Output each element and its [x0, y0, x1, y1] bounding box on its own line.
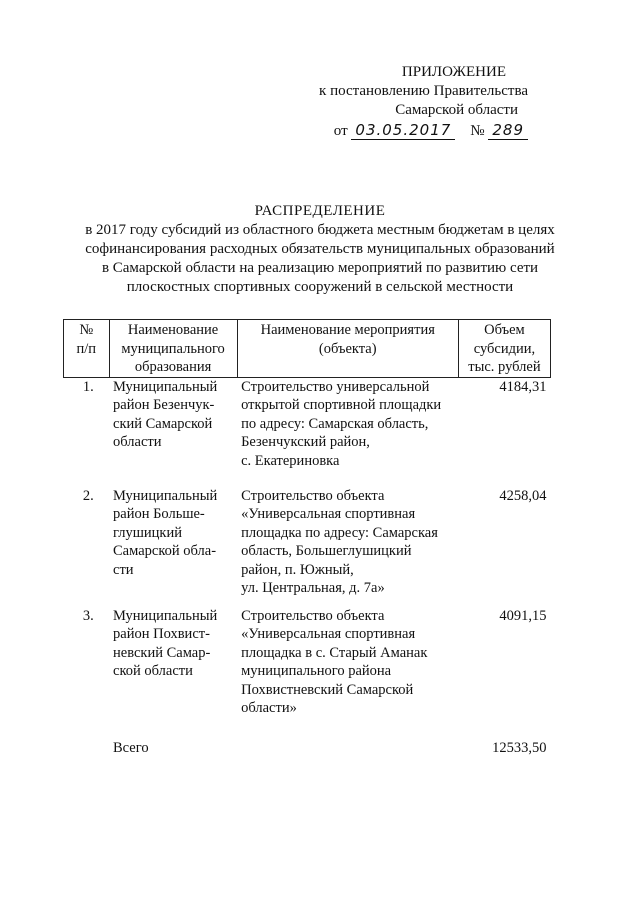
- table-row: [64, 377, 551, 487]
- row-municipality: Муниципальный район Похвист- невский Самар- ской области: [113, 607, 218, 679]
- row-number: 1.: [82, 378, 94, 395]
- document-heading: [40, 202, 600, 297]
- heading-line: в Самарской области на реализацию мероприятий по развитию сети: [101, 260, 539, 276]
- row-number: 3.: [82, 607, 94, 624]
- row-amount: 4258,04: [499, 487, 547, 504]
- header-municipality: Наименование муниципального образования: [109, 320, 237, 378]
- appendix-title: ПРИЛОЖЕНИЕ: [401, 64, 506, 80]
- appendix-region-line: Самарской области: [395, 102, 518, 118]
- heading-title: РАСПРЕДЕЛЕНИЕ: [254, 203, 386, 219]
- table-header-row: [64, 320, 551, 378]
- row-project: Строительство объекта «Универсальная спортивная площадка в с. Старый Аманак муниципального района Похвистневский Самарской области»: [241, 607, 428, 716]
- table-row: [64, 607, 551, 737]
- heading-line: в 2017 году субсидий из областного бюджета местным бюджетам в целях: [85, 222, 555, 238]
- total-amount: 12533,50: [492, 739, 547, 756]
- distribution-table: [63, 319, 551, 757]
- row-number: 2.: [82, 487, 94, 504]
- table-row: [64, 487, 551, 607]
- row-municipality: Муниципальный район Безенчук- ский Самарской области: [113, 378, 218, 450]
- header-project: Наименование мероприятия (объекта): [237, 320, 458, 378]
- row-municipality: Муниципальный район Больше- глушицкий Самарской обла- сти: [113, 487, 218, 578]
- heading-line: софинансирования расходных обязательств муниципальных образований: [85, 241, 555, 257]
- row-project: Строительство универсальной открытой спортивной площадки по адресу: Самарская область, Безенчукский район, с. Екатериновка: [241, 378, 442, 469]
- number-label: №: [470, 123, 485, 139]
- row-amount: 4091,15: [499, 607, 547, 624]
- row-amount: 4184,31: [499, 378, 547, 395]
- header-number: № п/п: [64, 320, 110, 378]
- appendix-resolution-line: к постановлению Правительства: [319, 83, 528, 99]
- appendix-block: [268, 63, 528, 141]
- heading-line: плоскостных спортивных сооружений в сельской местности: [126, 279, 514, 295]
- table-total-row: [64, 737, 551, 758]
- total-label: Всего: [113, 739, 149, 756]
- resolution-number: 289: [488, 122, 528, 140]
- from-label: от: [333, 123, 348, 139]
- header-amount: Объем субсидии, тыс. рублей: [458, 320, 550, 378]
- appendix-date-number-line: [268, 122, 528, 141]
- row-project: Строительство объекта «Универсальная спортивная площадка по адресу: Самарская область, Большеглушицкий район, п. Южный, ул. Центральная, д. 7а»: [241, 487, 438, 596]
- resolution-date: 03.05.2017: [351, 122, 455, 140]
